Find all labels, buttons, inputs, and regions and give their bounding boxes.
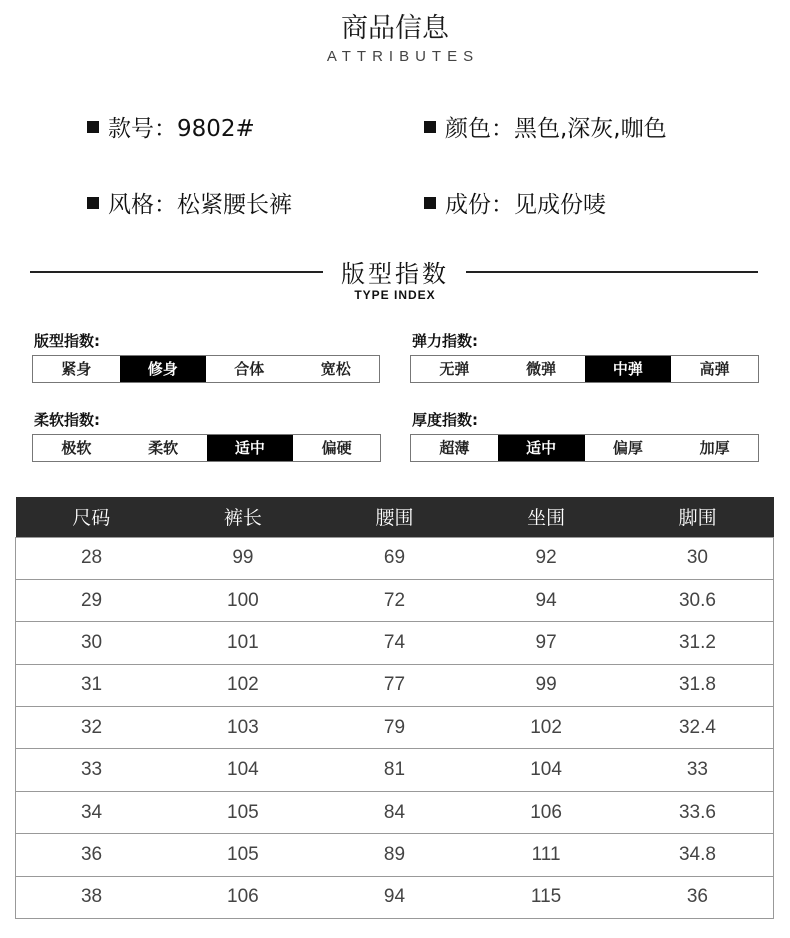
page-title: 商品信息 [341, 13, 449, 44]
table-cell: 38 [16, 876, 168, 918]
table-cell: 89 [319, 834, 471, 876]
bullet-square-icon [87, 121, 99, 133]
table-cell: 31.8 [622, 664, 774, 706]
column-header: 坐围 [470, 497, 622, 537]
table-header-row [16, 497, 774, 537]
index-option: 微弹 [526, 360, 557, 378]
page-subtitle: ATTRIBUTES [326, 48, 480, 65]
table-cell: 31.2 [622, 622, 774, 664]
table-cell: 101 [167, 622, 319, 664]
table-cell: 79 [319, 707, 471, 749]
table-cell: 33 [622, 749, 774, 791]
index-option: 高弹 [699, 360, 730, 378]
table-row [16, 664, 774, 706]
attribute-color [424, 110, 667, 143]
bullet-square-icon [424, 121, 436, 133]
table-cell: 92 [470, 537, 622, 579]
fit-index-label: 版型指数: [34, 332, 100, 350]
softness-index-bar [32, 434, 381, 462]
table-row [16, 834, 774, 876]
index-option: 偏硬 [321, 439, 352, 457]
table-cell: 36 [622, 876, 774, 918]
index-option: 偏厚 [612, 439, 643, 457]
index-option: 修身 [120, 356, 207, 382]
table-cell: 99 [470, 664, 622, 706]
attribute-style-number [87, 110, 255, 143]
thickness-index-label: 厚度指数: [412, 411, 478, 429]
table-cell: 99 [167, 537, 319, 579]
table-row [16, 579, 774, 621]
table-cell: 30 [622, 537, 774, 579]
attribute-text: 风格：松紧腰长裤 [108, 192, 292, 218]
section-title: 版型指数 [341, 260, 449, 288]
table-cell: 102 [167, 664, 319, 706]
table-row [16, 537, 774, 579]
index-option: 中弹 [585, 356, 672, 382]
table-cell: 105 [167, 834, 319, 876]
table-cell: 32.4 [622, 707, 774, 749]
table-cell: 81 [319, 749, 471, 791]
index-option: 紧身 [61, 360, 92, 378]
column-header: 尺码 [16, 497, 168, 537]
column-header: 裤长 [167, 497, 319, 537]
table-cell: 77 [319, 664, 471, 706]
index-option: 极软 [61, 439, 92, 457]
table-cell: 100 [167, 579, 319, 621]
table-cell: 30.6 [622, 579, 774, 621]
table-cell: 72 [319, 579, 471, 621]
table-cell: 29 [16, 579, 168, 621]
table-cell: 30 [16, 622, 168, 664]
table-row [16, 707, 774, 749]
table-cell: 97 [470, 622, 622, 664]
index-option: 柔软 [148, 439, 179, 457]
bullet-square-icon [424, 197, 436, 209]
table-cell: 34 [16, 791, 168, 833]
table-cell: 36 [16, 834, 168, 876]
index-option: 适中 [498, 435, 585, 461]
index-option: 无弹 [439, 360, 470, 378]
table-row [16, 622, 774, 664]
table-cell: 28 [16, 537, 168, 579]
table-cell: 34.8 [622, 834, 774, 876]
attribute-text: 颜色：黑色,深灰,咖色 [445, 116, 667, 142]
elasticity-index-label: 弹力指数: [412, 332, 478, 350]
fit-index-bar [32, 355, 380, 383]
table-row [16, 791, 774, 833]
table-cell: 111 [470, 834, 622, 876]
table-cell: 74 [319, 622, 471, 664]
attribute-text: 成份：见成份唛 [445, 192, 606, 218]
table-cell: 94 [470, 579, 622, 621]
index-option: 适中 [207, 435, 294, 461]
table-cell: 32 [16, 707, 168, 749]
column-header: 腰围 [319, 497, 471, 537]
table-cell: 104 [167, 749, 319, 791]
column-header: 脚围 [622, 497, 774, 537]
table-cell: 103 [167, 707, 319, 749]
table-cell: 106 [470, 791, 622, 833]
table-row [16, 749, 774, 791]
softness-index-label: 柔软指数: [34, 411, 100, 429]
table-cell: 102 [470, 707, 622, 749]
index-option: 加厚 [699, 439, 730, 457]
table-cell: 31 [16, 664, 168, 706]
section-subtitle: TYPE INDEX [354, 288, 436, 302]
index-option: 宽松 [320, 360, 351, 378]
index-option: 合体 [234, 360, 265, 378]
table-cell: 106 [167, 876, 319, 918]
size-table [15, 497, 774, 919]
attribute-style [87, 186, 292, 219]
table-cell: 94 [319, 876, 471, 918]
thickness-index-bar [410, 434, 759, 462]
table-cell: 105 [167, 791, 319, 833]
table-cell: 115 [470, 876, 622, 918]
table-row [16, 876, 774, 918]
attribute-material [424, 186, 606, 219]
table-cell: 84 [319, 791, 471, 833]
table-cell: 69 [319, 537, 471, 579]
elasticity-index-bar [410, 355, 759, 383]
attribute-text: 款号：9802# [108, 116, 255, 142]
index-option: 超薄 [439, 439, 470, 457]
table-cell: 33 [16, 749, 168, 791]
bullet-square-icon [87, 197, 99, 209]
table-cell: 33.6 [622, 791, 774, 833]
table-cell: 104 [470, 749, 622, 791]
